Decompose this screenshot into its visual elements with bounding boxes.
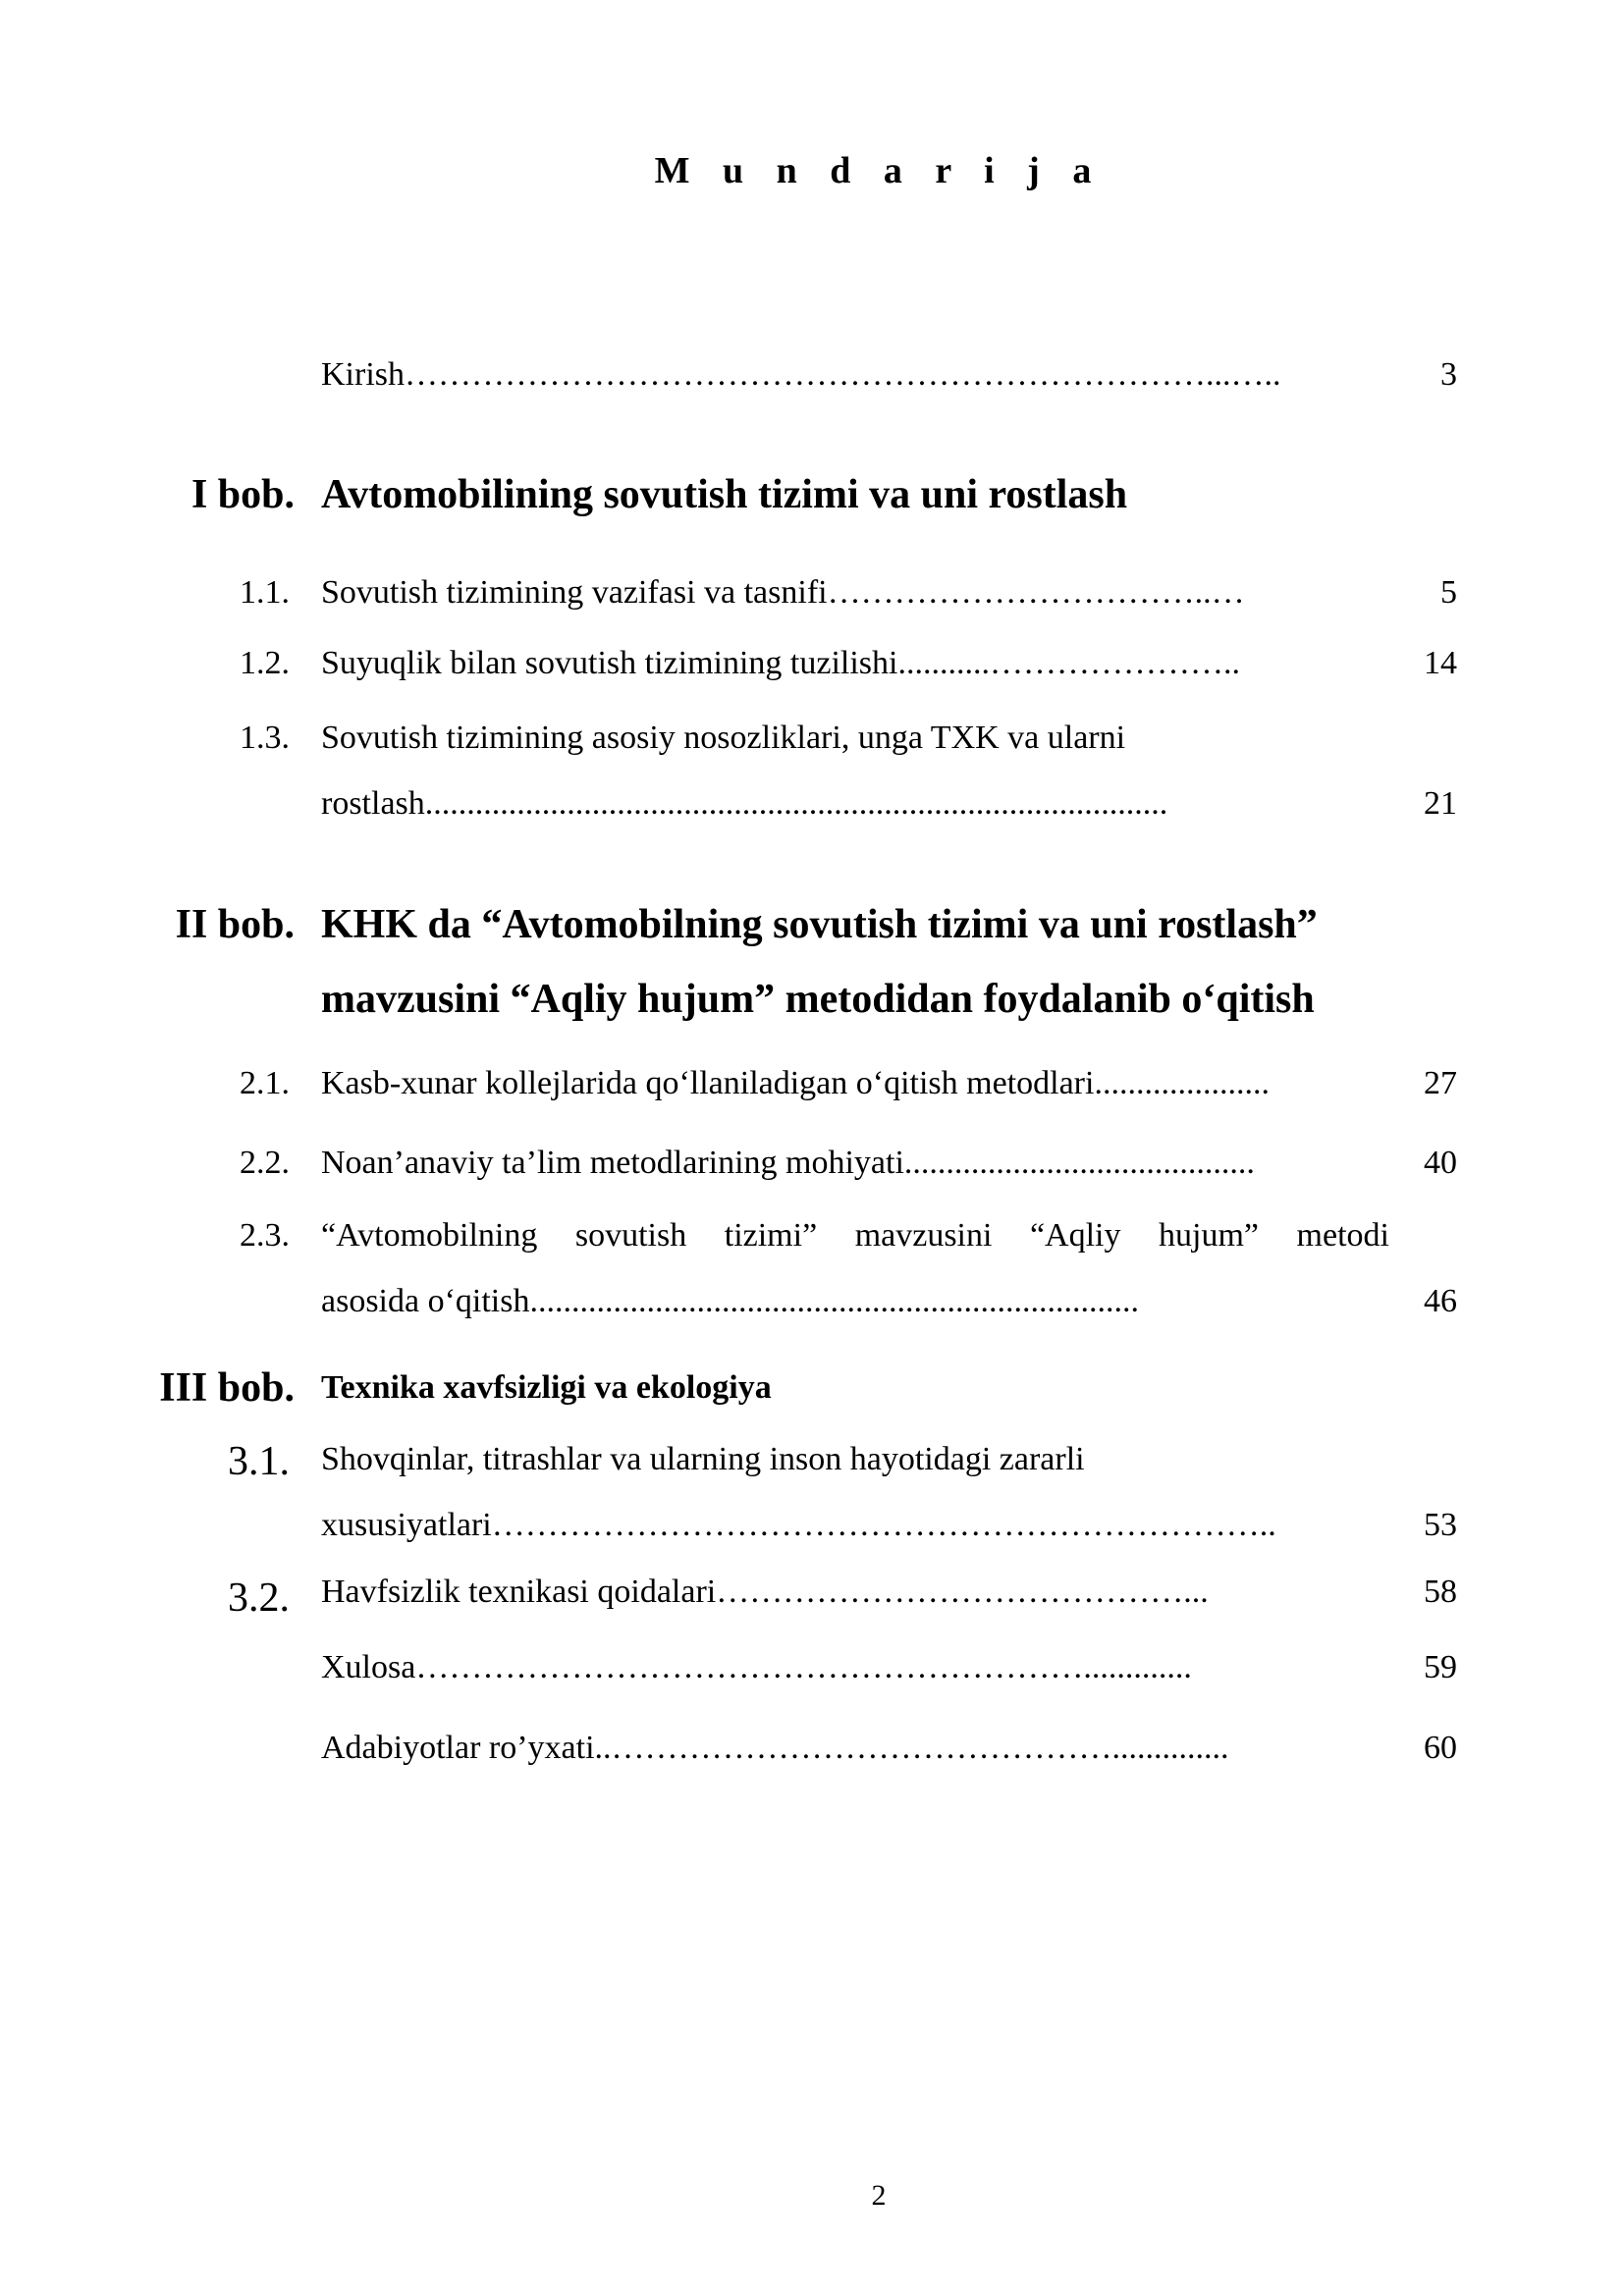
toc-page-3-1: 53 xyxy=(1424,1507,1457,1543)
section-number-1-3: 1.3. xyxy=(240,720,290,756)
word: “Aqliy xyxy=(1029,1217,1121,1254)
toc-entry-1-3-line1[interactable]: Sovutish tizimining asosiy nosozliklari, unga TXK va ularni xyxy=(321,720,1126,756)
toc-page-1-3: 21 xyxy=(1424,785,1457,822)
toc-entry-2-1[interactable]: Kasb-xunar kollejlarida qo‘llaniladigan o‘qitish metodlari..................... xyxy=(321,1065,1270,1101)
chapter-title-3[interactable]: Texnika xavfsizligi va ekologiya xyxy=(321,1369,772,1406)
toc-entry-3-1-line2[interactable]: xususiyatlari…………………………………………………………….. xyxy=(321,1507,1276,1543)
chapter-title-2-line2[interactable]: mavzusini “Aqliy hujum” metodidan foydalanib o‘qitish xyxy=(321,977,1315,1022)
word: metodi xyxy=(1296,1217,1389,1254)
toc-entry-1-1[interactable]: Sovutish tizimining vazifasi va tasnifi……………………………..… xyxy=(321,574,1245,611)
section-number-1-1: 1.1. xyxy=(240,574,290,611)
word: “Avtomobilning xyxy=(321,1217,538,1254)
toc-entry-intro[interactable]: Kirish………………………………………………………………...….. xyxy=(321,356,1281,393)
toc-entry-2-2[interactable]: Noan’anaviy ta’lim metodlarining mohiyati.......................................... xyxy=(321,1145,1255,1181)
toc-page-2-2: 40 xyxy=(1424,1145,1457,1181)
toc-page-2-1: 27 xyxy=(1424,1065,1457,1101)
toc-entry-conclusion[interactable]: Xulosa……………………………………………………............. xyxy=(321,1649,1192,1685)
toc-page-1-2: 14 xyxy=(1424,645,1457,681)
word: mavzusini xyxy=(854,1217,993,1254)
toc-page-3-2: 58 xyxy=(1424,1574,1457,1610)
chapter-label-1: I bob. xyxy=(190,472,295,517)
toc-entry-3-2[interactable]: Havfsizlik texnikasi qoidalari……………………………………... xyxy=(321,1574,1209,1610)
section-number-2-3: 2.3. xyxy=(240,1217,290,1254)
page-number: 2 xyxy=(871,2179,887,2212)
word: tizimi” xyxy=(724,1217,818,1254)
chapter-title-2-line1[interactable]: KHK da “Avtomobilning sovutish tizimi va uni rostlash” xyxy=(321,902,1318,947)
chapter-label-3: III bob. xyxy=(159,1365,295,1411)
section-number-2-2: 2.2. xyxy=(240,1145,290,1181)
word: sovutish xyxy=(574,1217,687,1254)
toc-page-conclusion: 59 xyxy=(1424,1649,1457,1685)
section-number-2-1: 2.1. xyxy=(240,1065,290,1101)
toc-page-references: 60 xyxy=(1424,1730,1457,1766)
toc-entry-2-3-line1[interactable] xyxy=(321,1217,1389,1255)
toc-page-2-3: 46 xyxy=(1424,1283,1457,1319)
toc-entry-1-2[interactable]: Suyuqlik bilan sovutish tizimining tuzilishi...........………………….. xyxy=(321,645,1240,681)
word: hujum” xyxy=(1159,1217,1260,1254)
section-number-1-2: 1.2. xyxy=(240,645,290,681)
chapter-title-1[interactable]: Avtomobilining sovutish tizimi va uni rostlash xyxy=(321,472,1128,517)
section-number-3-1: 3.1. xyxy=(228,1439,290,1484)
toc-page-intro: 3 xyxy=(1440,356,1457,393)
toc-entry-1-3-line2[interactable]: rostlash......................................................................................... xyxy=(321,785,1168,822)
chapter-label-2: II bob. xyxy=(175,902,295,947)
toc-entry-3-1-line1[interactable]: Shovqinlar, titrashlar va ularning inson hayotidagi zararli xyxy=(321,1441,1085,1477)
page-title: M u n d a r i j a xyxy=(654,150,1104,191)
toc-entry-2-3-line2[interactable]: asosida o‘qitish......................................................................... xyxy=(321,1283,1139,1319)
toc-entry-references[interactable]: Adabiyotlar ro’yxati..……………………………………….............. xyxy=(321,1730,1229,1766)
toc-page-1-1: 5 xyxy=(1440,574,1457,611)
section-number-3-2: 3.2. xyxy=(228,1575,290,1621)
